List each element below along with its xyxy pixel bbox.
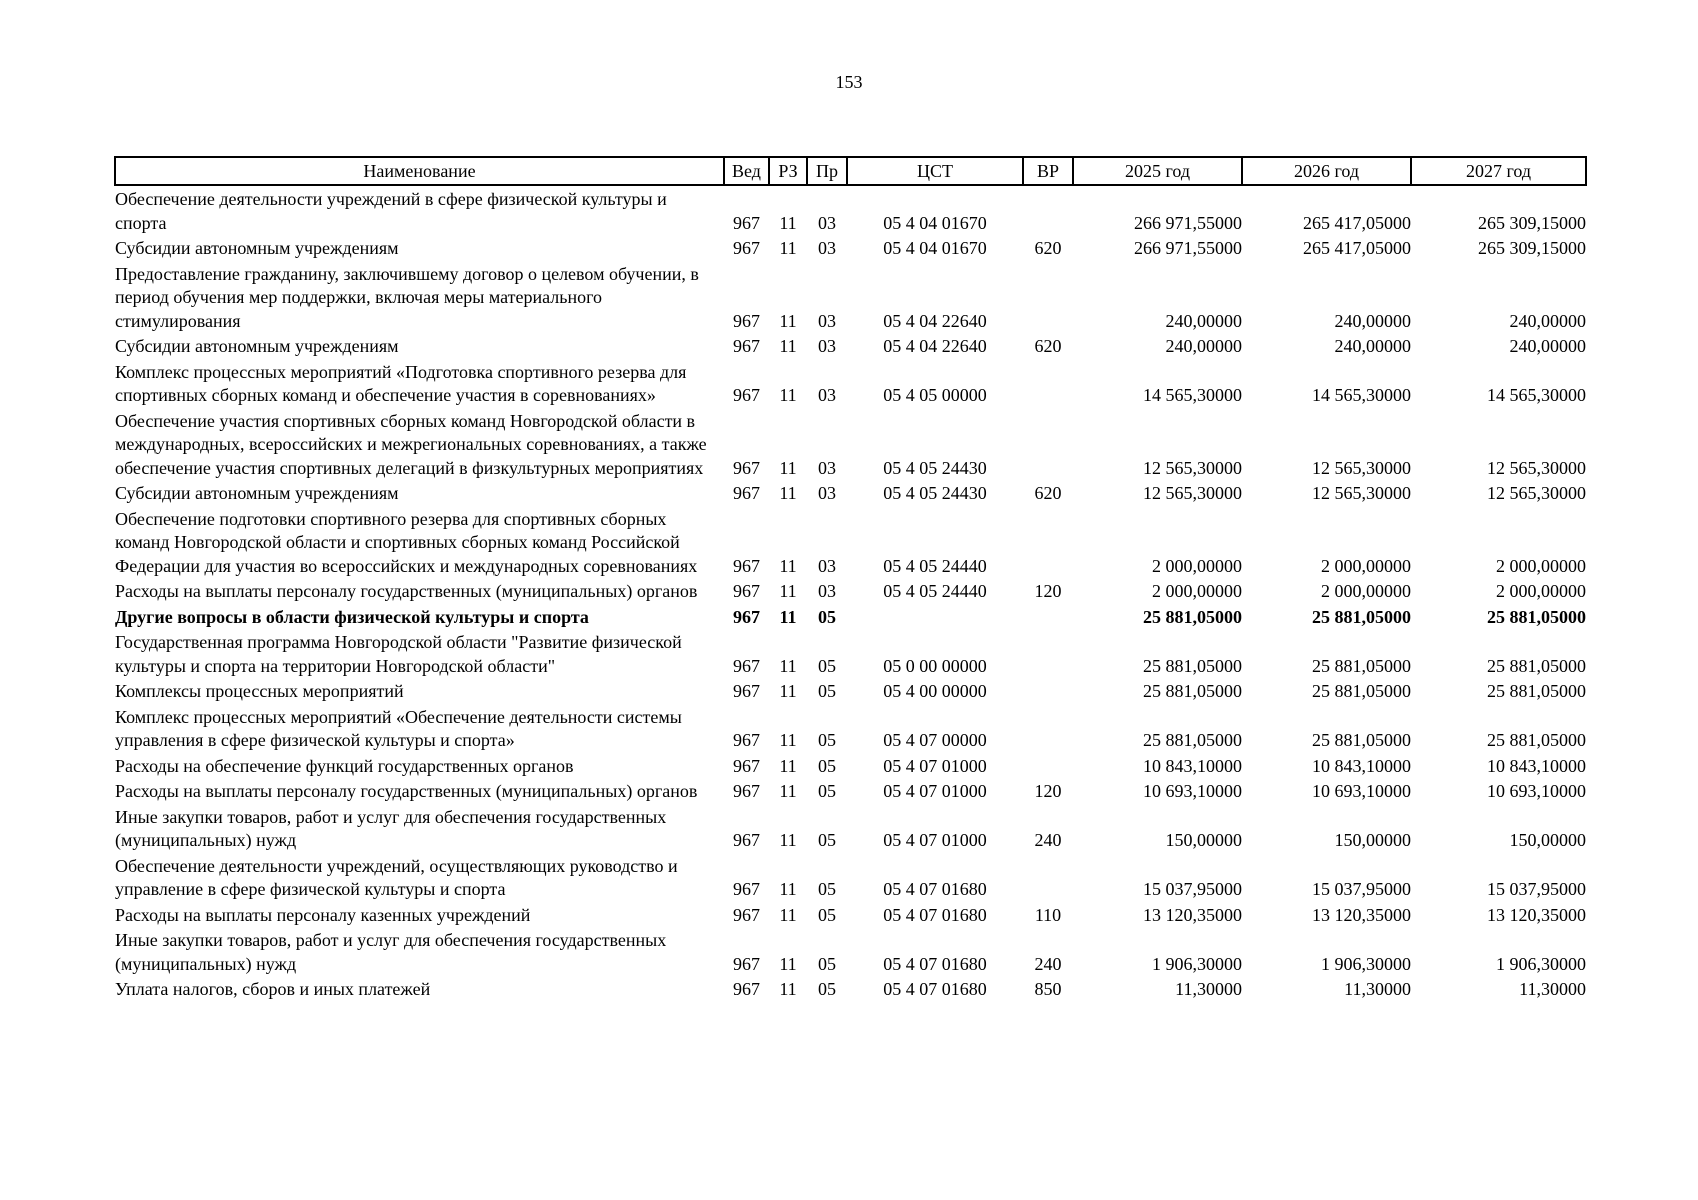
row-pr: 03 [818,457,836,478]
table-row [115,927,1586,976]
row-vr [1023,678,1073,704]
row-amount-2025: 15 037,95000 [1143,879,1242,899]
row-rz: 11 [779,830,797,850]
budget-table [114,156,1587,1002]
row-rz: 11 [779,483,797,503]
row-pr: 03 [818,555,836,576]
row-ved: 967 [733,238,760,258]
row-cst: 05 4 07 00000 [883,730,987,750]
table-row [115,604,1586,630]
row-name: Комплекс процессных мероприятий «Обеспечение деятельности системы управления в сфере физической культуры и спорта» [115,706,682,750]
row-ved: 967 [733,457,760,478]
row-amount-2027: 10 693,10000 [1487,781,1586,801]
row-ved: 967 [733,681,760,701]
row-rz: 11 [779,953,797,974]
row-pr: 05 [818,655,836,676]
row-amount-2026: 25 881,05000 [1312,730,1411,750]
row-cst: 05 4 07 01000 [883,781,987,801]
row-ved: 967 [733,336,760,356]
row-vr: 620 [1034,483,1062,503]
row-amount-2027: 150,00000 [1509,830,1586,850]
row-name: Обеспечение деятельности учреждений в сфере физической культуры и спорта [115,189,667,233]
row-vr [1023,753,1073,779]
row-amount-2026: 12 565,30000 [1312,483,1411,503]
row-vr: 110 [1034,904,1062,925]
row-rz: 11 [779,730,797,750]
row-name: Комплекс процессных мероприятий «Подготовка спортивного резерва для спортивных сборных команд и обеспечение участия в соревнованиях» [115,361,687,405]
row-cst: 05 4 04 22640 [883,336,987,356]
row-amount-2025: 25 881,05000 [1143,681,1242,701]
row-amount-2027: 265 309,15000 [1478,212,1586,233]
table-row [115,629,1586,678]
row-cst: 05 4 00 00000 [883,681,987,701]
row-amount-2025: 25 881,05000 [1143,655,1242,676]
row-pr: 03 [818,483,836,503]
row-rz: 11 [779,238,797,258]
row-amount-2025: 1 906,30000 [1152,953,1242,974]
table-row [115,359,1586,408]
row-amount-2025: 2 000,00000 [1152,555,1242,576]
row-amount-2027: 11,30000 [1519,979,1586,999]
row-amount-2027: 13 120,35000 [1487,904,1586,925]
row-ved: 967 [733,879,760,899]
table-body [115,185,1586,1002]
row-vr: 120 [1034,781,1062,801]
row-amount-2026: 13 120,35000 [1312,904,1411,925]
row-amount-2025: 12 565,30000 [1143,483,1242,503]
table-row [115,480,1586,506]
row-rz: 11 [779,781,797,801]
table-row [115,506,1586,579]
row-pr: 03 [818,310,836,331]
table-row [115,678,1586,704]
row-cst: 05 4 05 24430 [883,483,987,503]
row-amount-2025: 14 565,30000 [1143,385,1242,405]
table-row [115,853,1586,902]
row-pr: 05 [818,755,836,776]
row-amount-2026: 11,30000 [1344,979,1411,999]
row-amount-2027: 240,00000 [1509,336,1586,356]
row-name: Расходы на обеспечение функций государственных органов [115,755,574,776]
row-name: Иные закупки товаров, работ и услуг для обеспечения государственных (муниципальных) нужд [115,806,667,850]
row-cst: 05 4 07 01000 [883,755,987,776]
row-rz: 11 [779,555,797,576]
row-name: Субсидии автономным учреждениям [115,238,399,258]
row-name: Обеспечение деятельности учреждений, осуществляющих руководство и управление в сфере физической культуры и спорта [115,855,678,899]
header-2025: 2025 год [1073,157,1242,185]
row-amount-2027: 240,00000 [1509,310,1586,331]
row-pr: 03 [818,238,836,258]
row-cst: 05 4 05 24430 [883,457,987,478]
row-cst: 05 4 05 24440 [883,555,987,576]
row-amount-2026: 12 565,30000 [1312,457,1411,478]
row-amount-2026: 10 693,10000 [1312,781,1411,801]
row-amount-2026: 2 000,00000 [1321,555,1411,576]
table-row [115,578,1586,604]
row-ved: 967 [733,212,760,233]
row-ved: 967 [733,730,760,750]
row-amount-2027: 25 881,05000 [1487,655,1586,676]
row-rz: 11 [779,581,797,601]
row-pr: 03 [818,385,836,405]
table-row [115,704,1586,753]
row-amount-2026: 2 000,00000 [1321,581,1411,601]
row-name: Государственная программа Новгородской области "Развитие физической культуры и спорта на территории Новгородской области" [115,632,682,676]
row-ved: 967 [733,310,760,331]
row-rz: 11 [779,904,797,925]
row-rz: 11 [779,606,797,627]
row-ved: 967 [733,830,760,850]
row-vr [1023,629,1073,678]
row-name: Расходы на выплаты персоналу казенных учреждений [115,904,531,925]
row-amount-2025: 10 693,10000 [1143,781,1242,801]
row-cst: 05 4 04 01670 [883,238,987,258]
row-name: Субсидии автономным учреждениям [115,483,399,503]
row-name: Обеспечение подготовки спортивного резерва для спортивных сборных команд Новгородской области и спортивных сборных команд Российской Федерации для участия во всероссийских и международных соревнованиях [115,508,698,576]
row-vr [1023,853,1073,902]
row-vr: 120 [1034,581,1062,601]
row-amount-2025: 10 843,10000 [1143,755,1242,776]
row-amount-2026: 150,00000 [1334,830,1411,850]
row-amount-2025: 240,00000 [1165,336,1242,356]
row-amount-2025: 25 881,05000 [1143,606,1242,627]
row-cst: 05 4 07 01680 [883,879,987,899]
row-amount-2027: 25 881,05000 [1487,730,1586,750]
row-ved: 967 [733,555,760,576]
row-vr [1023,704,1073,753]
row-pr: 05 [818,681,836,701]
row-cst [847,604,1023,630]
row-amount-2026: 240,00000 [1334,336,1411,356]
row-cst: 05 0 00 00000 [883,655,987,676]
row-amount-2025: 266 971,55000 [1134,238,1242,258]
row-name: Комплексы процессных мероприятий [115,681,404,701]
header-2027: 2027 год [1411,157,1586,185]
row-amount-2025: 13 120,35000 [1143,904,1242,925]
row-rz: 11 [779,336,797,356]
row-cst: 05 4 04 01670 [883,212,987,233]
row-amount-2026: 25 881,05000 [1312,655,1411,676]
row-vr [1023,261,1073,334]
header-rz: РЗ [769,157,807,185]
row-vr: 850 [1034,979,1062,999]
row-name: Обеспечение участия спортивных сборных команд Новгородской области в международных, всероссийских и межрегиональных соревнованиях, а также обеспечение участия спортивных делегаций в физкультурных мероприятиях [115,410,707,478]
row-amount-2027: 265 309,15000 [1478,238,1586,258]
row-name: Субсидии автономным учреждениям [115,336,399,356]
row-rz: 11 [779,681,797,701]
row-pr: 05 [818,879,836,899]
row-rz: 11 [779,310,797,331]
table-row [115,408,1586,481]
table-row [115,976,1586,1002]
row-vr: 240 [1034,953,1062,974]
row-rz: 11 [779,879,797,899]
row-amount-2025: 2 000,00000 [1152,581,1242,601]
row-amount-2025: 240,00000 [1165,310,1242,331]
row-cst: 05 4 07 01680 [883,904,987,925]
row-ved: 967 [733,606,760,627]
row-rz: 11 [779,755,797,776]
table-row [115,185,1586,235]
row-pr: 05 [818,781,836,801]
row-ved: 967 [733,953,760,974]
row-amount-2025: 266 971,55000 [1134,212,1242,233]
row-amount-2026: 25 881,05000 [1312,681,1411,701]
table-row [115,804,1586,853]
row-pr: 05 [818,730,836,750]
row-amount-2025: 12 565,30000 [1143,457,1242,478]
row-rz: 11 [779,212,797,233]
header-name: Наименование [115,157,724,185]
row-amount-2026: 1 906,30000 [1321,953,1411,974]
row-rz: 11 [779,457,797,478]
row-amount-2025: 150,00000 [1165,830,1242,850]
row-vr [1023,506,1073,579]
row-name: Расходы на выплаты персоналу государственных (муниципальных) органов [115,581,698,601]
row-name: Уплата налогов, сборов и иных платежей [115,979,431,999]
row-amount-2027: 10 843,10000 [1487,755,1586,776]
row-vr [1023,359,1073,408]
table-header [115,157,1586,185]
row-name: Предоставление гражданину, заключившему договор о целевом обучении, в период обучения мер поддержки, включая меры материального стимулирования [115,263,699,331]
row-amount-2027: 25 881,05000 [1487,681,1586,701]
row-cst: 05 4 05 00000 [883,385,987,405]
row-ved: 967 [733,655,760,676]
row-amount-2027: 1 906,30000 [1496,953,1586,974]
table-row [115,333,1586,359]
row-rz: 11 [779,979,797,999]
row-pr: 03 [818,336,836,356]
row-rz: 11 [779,655,797,676]
row-amount-2026: 10 843,10000 [1312,755,1411,776]
row-amount-2026: 265 417,05000 [1303,212,1411,233]
header-2026: 2026 год [1242,157,1411,185]
header-vr: ВР [1023,157,1073,185]
row-amount-2026: 240,00000 [1334,310,1411,331]
row-name: Иные закупки товаров, работ и услуг для обеспечения государственных (муниципальных) нужд [115,930,667,974]
row-vr: 620 [1034,238,1062,258]
row-amount-2027: 14 565,30000 [1487,385,1586,405]
header-ved: Вед [724,157,769,185]
row-amount-2027: 15 037,95000 [1487,879,1586,899]
row-ved: 967 [733,581,760,601]
row-ved: 967 [733,483,760,503]
row-vr: 620 [1034,336,1062,356]
row-ved: 967 [733,781,760,801]
row-vr [1023,604,1073,630]
row-amount-2027: 12 565,30000 [1487,457,1586,478]
row-pr: 03 [818,581,836,601]
row-ved: 967 [733,979,760,999]
row-amount-2025: 11,30000 [1175,979,1242,999]
row-amount-2025: 25 881,05000 [1143,730,1242,750]
row-pr: 05 [818,830,836,850]
row-pr: 05 [818,606,836,627]
row-cst: 05 4 07 01680 [883,979,987,999]
row-amount-2026: 15 037,95000 [1312,879,1411,899]
header-cst: ЦСТ [847,157,1023,185]
row-rz: 11 [779,385,797,405]
table-row [115,753,1586,779]
row-amount-2027: 2 000,00000 [1496,581,1586,601]
row-cst: 05 4 07 01680 [883,953,987,974]
row-pr: 05 [818,953,836,974]
row-cst: 05 4 05 24440 [883,581,987,601]
row-amount-2027: 25 881,05000 [1487,606,1586,627]
row-ved: 967 [733,755,760,776]
table-row [115,902,1586,928]
row-cst: 05 4 04 22640 [883,310,987,331]
row-vr [1023,185,1073,235]
page-number: 153 [835,72,863,92]
row-pr: 05 [818,979,836,999]
row-name: Другие вопросы в области физической культуры и спорта [115,606,589,627]
row-amount-2026: 265 417,05000 [1303,238,1411,258]
row-name: Расходы на выплаты персоналу государственных (муниципальных) органов [115,781,698,801]
table-row [115,261,1586,334]
row-amount-2026: 14 565,30000 [1312,385,1411,405]
row-amount-2026: 25 881,05000 [1312,606,1411,627]
table-row [115,778,1586,804]
row-ved: 967 [733,904,760,925]
row-pr: 03 [818,212,836,233]
header-pr: Пр [807,157,847,185]
row-pr: 05 [818,904,836,925]
table-row [115,235,1586,261]
row-vr [1023,408,1073,481]
row-cst: 05 4 07 01000 [883,830,987,850]
row-ved: 967 [733,385,760,405]
row-amount-2027: 12 565,30000 [1487,483,1586,503]
row-vr: 240 [1034,830,1062,850]
row-amount-2027: 2 000,00000 [1496,555,1586,576]
